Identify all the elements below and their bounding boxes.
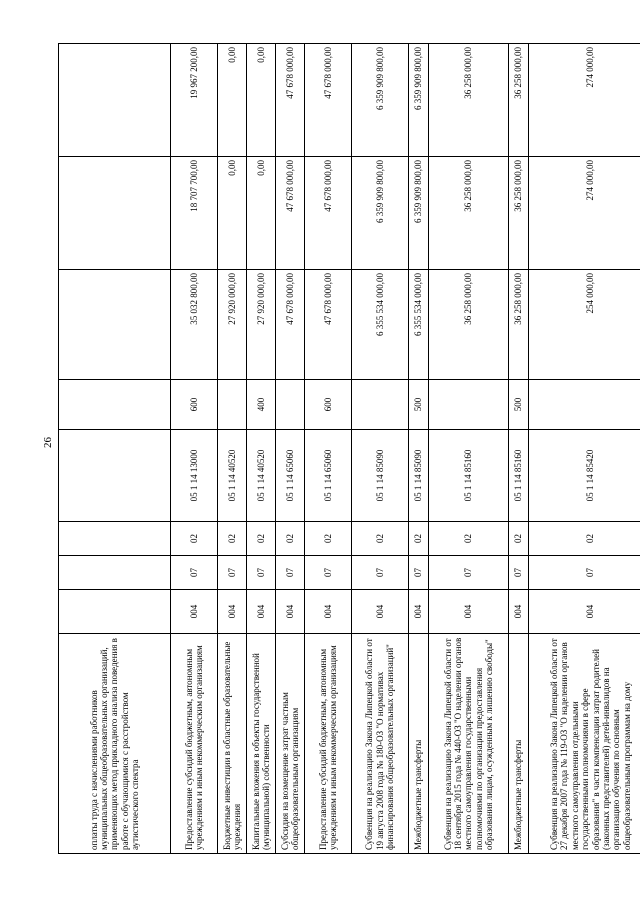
row-name-cell: Капитальные вложения в объекты государственной (муниципальной) собственности [247, 634, 276, 854]
grbs-cell: 004 [409, 590, 429, 634]
row-name-cell: Предоставление субсидий бюджетным, автономным учреждениям и иным некоммерческим организациям [305, 634, 352, 854]
expense-type-cell [429, 380, 509, 430]
amount-year2-cell: 36 258 000,00 [509, 157, 529, 270]
table-row [218, 44, 247, 854]
amount-year2-cell: 6 359 909 800,00 [352, 157, 409, 270]
table-row [276, 44, 305, 854]
section-cell: 07 [409, 556, 429, 590]
subsection-cell: 02 [171, 522, 218, 556]
row-name-cell: Межбюджетные трансферты [509, 634, 529, 854]
target-article-cell: 05 1 14 65060 [276, 430, 305, 522]
expense-type-cell [352, 380, 409, 430]
grbs-cell: 004 [247, 590, 276, 634]
expense-type-cell: 400 [247, 380, 276, 430]
section-cell: 07 [247, 556, 276, 590]
grbs-cell: 004 [509, 590, 529, 634]
subsection-cell: 02 [305, 522, 352, 556]
row-name-cell: Субсидия на возмещение затрат частным общеобразовательным организациям [276, 634, 305, 854]
subsection-cell: 02 [429, 522, 509, 556]
amount-year1-cell: 27 920 000,00 [247, 270, 276, 380]
section-cell: 07 [218, 556, 247, 590]
target-article-cell: 05 1 14 85090 [352, 430, 409, 522]
row-name-cell: Субвенция на реализацию Закона Липецкой области от 19 августа 2008 года № 180-ОЗ "О нормативах финансирования общеобразовательных организаций" [352, 634, 409, 854]
amount-year3-cell [59, 44, 171, 157]
table-row [409, 44, 429, 854]
amount-year3-cell: 6 359 909 800,00 [352, 44, 409, 157]
target-article-cell: 05 1 14 40520 [218, 430, 247, 522]
target-article-cell: 05 1 14 85160 [509, 430, 529, 522]
grbs-cell: 004 [171, 590, 218, 634]
target-article-cell: 05 1 14 65060 [305, 430, 352, 522]
grbs-cell [59, 590, 171, 634]
row-name-cell: Межбюджетные трансферты [409, 634, 429, 854]
subsection-cell: 02 [409, 522, 429, 556]
subsection-cell: 02 [352, 522, 409, 556]
table-row [429, 44, 509, 854]
amount-year1-cell [59, 270, 171, 380]
amount-year1-cell: 254 000,00 [529, 270, 640, 380]
grbs-cell: 004 [305, 590, 352, 634]
grbs-cell: 004 [276, 590, 305, 634]
section-cell: 07 [529, 556, 640, 590]
subsection-cell: 02 [218, 522, 247, 556]
row-name-cell: Субвенция на реализацию Закона Липецкой области от 27 декабря 2007 года № 119-ОЗ "О наделении органов местного самоуправления отдельными государственными полномочиями в сфере образования" в части компенсации затрат родителей (законных представителей) детей-инвалидов на организацию обучения по основным общеобразовательным программам на дому [529, 634, 640, 854]
amount-year1-cell: 6 355 534 000,00 [409, 270, 429, 380]
expense-type-cell: 600 [305, 380, 352, 430]
section-cell: 07 [509, 556, 529, 590]
amount-year3-cell: 0,00 [247, 44, 276, 157]
expense-type-cell: 500 [509, 380, 529, 430]
expense-type-cell [59, 380, 171, 430]
target-article-cell: 05 1 14 13000 [171, 430, 218, 522]
budget-table-container [58, 44, 640, 854]
row-name-cell: Бюджетные инвестиции в областные образовательные учреждения [218, 634, 247, 854]
amount-year3-cell: 0,00 [218, 44, 247, 157]
subsection-cell: 02 [247, 522, 276, 556]
expense-type-cell [218, 380, 247, 430]
amount-year2-cell: 6 359 909 800,00 [409, 157, 429, 270]
subsection-cell [59, 522, 171, 556]
budget-table-body [59, 44, 640, 854]
amount-year3-cell: 274 000,00 [529, 44, 640, 157]
amount-year3-cell: 36 258 000,00 [509, 44, 529, 157]
amount-year1-cell: 6 355 534 000,00 [352, 270, 409, 380]
expense-type-cell [276, 380, 305, 430]
amount-year1-cell: 47 678 000,00 [276, 270, 305, 380]
amount-year3-cell: 47 678 000,00 [276, 44, 305, 157]
amount-year1-cell: 27 920 000,00 [218, 270, 247, 380]
amount-year2-cell: 47 678 000,00 [276, 157, 305, 270]
amount-year3-cell: 47 678 000,00 [305, 44, 352, 157]
grbs-cell: 004 [218, 590, 247, 634]
table-row [171, 44, 218, 854]
amount-year3-cell: 6 359 909 800,00 [409, 44, 429, 157]
row-name-cell: оплаты труда с начислениями работников муниципальных общеобразовательных организаций, применяющих метод прикладного анализа поведения в работе с обучающимися с расстройством аутистического спектра [59, 634, 171, 854]
section-cell: 07 [171, 556, 218, 590]
expense-type-cell [529, 380, 640, 430]
grbs-cell: 004 [429, 590, 509, 634]
amount-year2-cell: 0,00 [247, 157, 276, 270]
table-row [247, 44, 276, 854]
amount-year2-cell: 274 000,00 [529, 157, 640, 270]
table-row [529, 44, 640, 854]
row-name-cell: Предоставление субсидий бюджетным, автономным учреждениям и иным некоммерческим организациям [171, 634, 218, 854]
table-row [509, 44, 529, 854]
section-cell: 07 [429, 556, 509, 590]
budget-table [58, 43, 640, 854]
section-cell: 07 [305, 556, 352, 590]
grbs-cell: 004 [529, 590, 640, 634]
amount-year3-cell: 19 967 200,00 [171, 44, 218, 157]
section-cell: 07 [276, 556, 305, 590]
grbs-cell: 004 [352, 590, 409, 634]
target-article-cell: 05 1 14 85090 [409, 430, 429, 522]
table-row [59, 44, 171, 854]
amount-year2-cell: 0,00 [218, 157, 247, 270]
expense-type-cell: 500 [409, 380, 429, 430]
section-cell [59, 556, 171, 590]
amount-year2-cell: 47 678 000,00 [305, 157, 352, 270]
table-row [352, 44, 409, 854]
amount-year2-cell: 18 707 700,00 [171, 157, 218, 270]
amount-year1-cell: 36 258 000,00 [429, 270, 509, 380]
page-number: 26 [42, 437, 54, 448]
target-article-cell: 05 1 14 85420 [529, 430, 640, 522]
target-article-cell: 05 1 14 85160 [429, 430, 509, 522]
amount-year2-cell: 36 258 000,00 [429, 157, 509, 270]
subsection-cell: 02 [529, 522, 640, 556]
target-article-cell [59, 430, 171, 522]
amount-year1-cell: 47 678 000,00 [305, 270, 352, 380]
target-article-cell: 05 1 14 40520 [247, 430, 276, 522]
table-row [305, 44, 352, 854]
amount-year1-cell: 35 032 800,00 [171, 270, 218, 380]
subsection-cell: 02 [276, 522, 305, 556]
section-cell: 07 [352, 556, 409, 590]
expense-type-cell: 600 [171, 380, 218, 430]
subsection-cell: 02 [509, 522, 529, 556]
amount-year2-cell [59, 157, 171, 270]
amount-year1-cell: 36 258 000,00 [509, 270, 529, 380]
amount-year3-cell: 36 258 000,00 [429, 44, 509, 157]
row-name-cell: Субвенция на реализацию Закона Липецкой области от 18 сентября 2015 года № 440-ОЗ "О наделении органов местного самоуправления государственными полномочиями по организации предоставления образования лицам, осужденным к лишению свободы" [429, 634, 509, 854]
